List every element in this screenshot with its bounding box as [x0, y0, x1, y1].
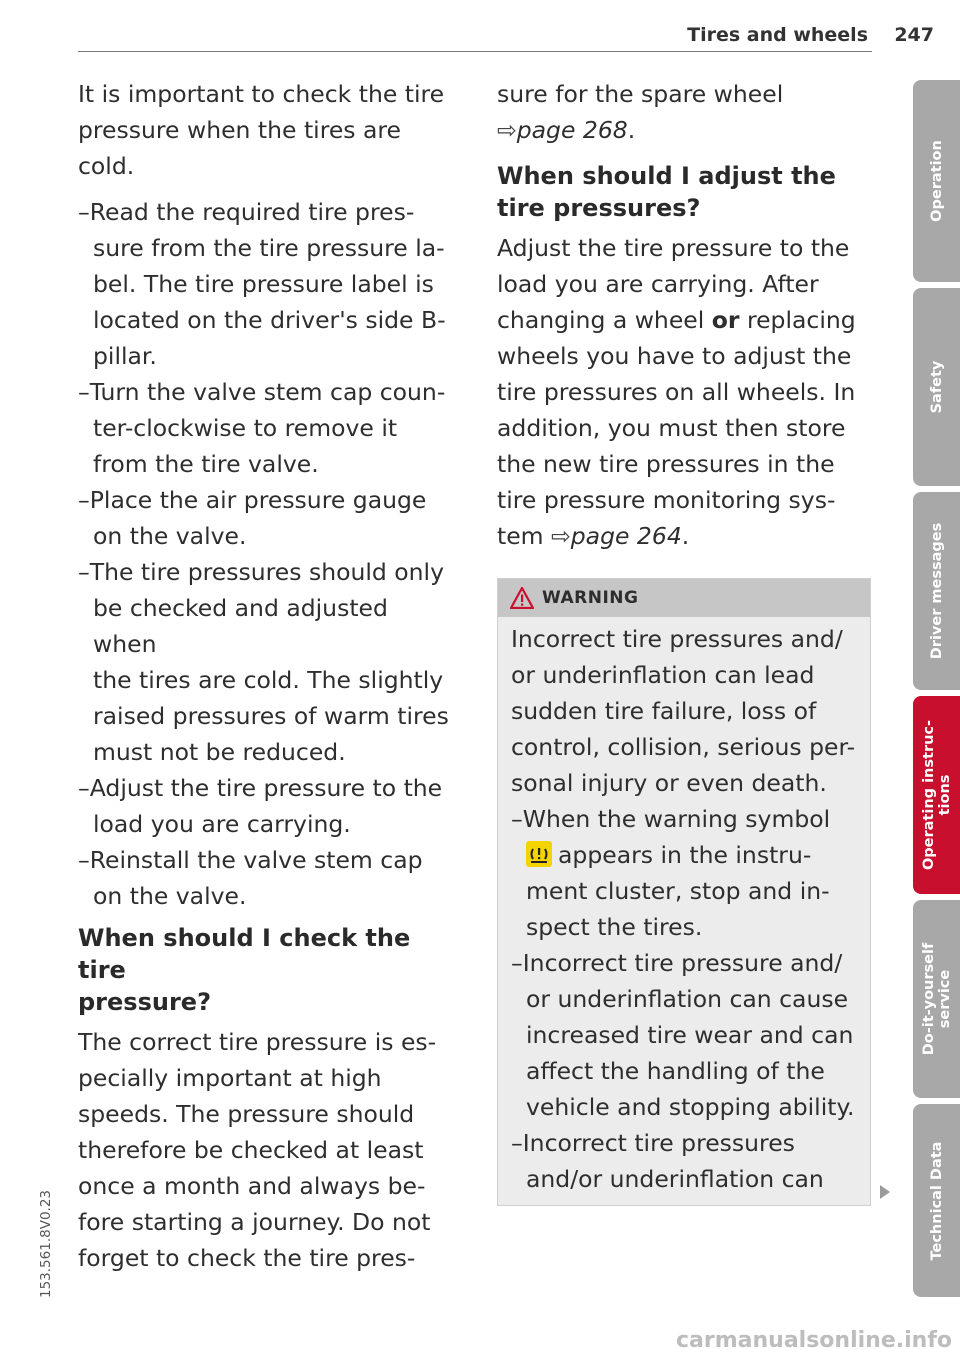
step-line: located on the driver's side B-	[93, 306, 446, 334]
step-check-cold	[78, 554, 458, 770]
warning-line: –When the warning symbol	[511, 805, 831, 833]
warning-header	[498, 579, 870, 617]
text-segment: replacing	[739, 306, 856, 334]
step-place-gauge	[78, 482, 458, 554]
spacer	[78, 184, 458, 194]
warning-line: and/or underinflation can	[526, 1165, 824, 1193]
warning-line: vehicle and stopping ability.	[526, 1093, 855, 1121]
warning-line: sonal injury or even death.	[511, 769, 827, 797]
step-line: raised pressures of warm tires	[93, 702, 449, 730]
step-line: –Place the air pressure gauge	[78, 486, 427, 514]
warning-line: sudden tire failure, loss of	[511, 697, 817, 725]
tab-operation[interactable]	[913, 80, 960, 282]
warning-label: WARNING	[542, 588, 639, 608]
tab-safety[interactable]	[913, 288, 960, 486]
step-line: –Reinstall the valve stem cap	[78, 846, 423, 874]
body-line: once a month and always be-	[78, 1172, 426, 1200]
warning-body	[498, 617, 870, 1205]
reference-arrow-icon: ⇨	[497, 116, 517, 144]
body-line: speeds. The pressure should	[78, 1100, 415, 1128]
body-line: pecially important at high	[78, 1064, 382, 1092]
step-line: be checked and adjusted when	[93, 594, 388, 658]
heading-check-pressure	[78, 922, 458, 1018]
step-line: on the valve.	[93, 882, 247, 910]
body-line: sure for the spare wheel	[497, 80, 784, 108]
emphasis-text: or	[711, 306, 740, 334]
warning-line: ment cluster, stop and in-	[526, 877, 830, 905]
intro-line: cold.	[78, 152, 135, 180]
body-line: fore starting a journey. Do not	[78, 1208, 431, 1236]
body-line	[497, 518, 871, 554]
warning-line: Incorrect tire pressures and/	[511, 625, 843, 653]
step-line: from the tire valve.	[93, 450, 319, 478]
body-line: Adjust the tire pressure to the	[497, 234, 850, 262]
step-line: –Read the required tire pres-	[78, 198, 415, 226]
tab-label-line: Operating instruc-	[920, 719, 937, 871]
document-code: 153.561.8V0.23	[38, 1190, 54, 1298]
step-line: ter-clockwise to remove it	[93, 414, 398, 442]
warning-triangle-icon	[510, 587, 534, 609]
tab-label: Operation	[928, 140, 945, 222]
section-title: Tires and wheels	[687, 24, 868, 46]
step-adjust-pressure	[78, 770, 458, 842]
warning-item-symbol	[511, 801, 858, 945]
heading-line: When should I adjust the	[497, 162, 836, 190]
tab-driver-messages[interactable]	[913, 492, 960, 690]
body-line: wheels you have to adjust the	[497, 342, 852, 370]
tab-label: Driver messages	[928, 522, 945, 660]
step-line: the tires are cold. The slightly	[93, 666, 444, 694]
body-line: tire pressures on all wheels. In	[497, 378, 856, 406]
step-line: on the valve.	[93, 522, 247, 550]
tab-label-line: Do-it-yourself	[920, 942, 937, 1056]
step-reinstall-cap	[78, 842, 458, 914]
warning-item-underinflation	[511, 1125, 858, 1197]
step-line: load you are carrying.	[93, 810, 351, 838]
body-line	[497, 302, 871, 338]
warning-line: or underinflation can lead	[511, 661, 815, 689]
warning-line: –Incorrect tire pressures	[511, 1129, 795, 1157]
body-line: addition, you must then store	[497, 414, 846, 442]
step-line: must not be reduced.	[93, 738, 346, 766]
tab-label	[921, 720, 953, 870]
warning-box	[497, 578, 871, 1206]
tab-operating-instructions[interactable]	[913, 696, 960, 894]
step-line: –Turn the valve stem cap coun-	[78, 378, 446, 406]
punctuation: .	[627, 116, 636, 144]
warning-item-tire-wear	[511, 945, 858, 1125]
text-segment: appears in the instru-	[558, 841, 812, 869]
body-line: load you are carrying. After	[497, 270, 819, 298]
right-column	[497, 76, 871, 554]
tab-label: Safety	[928, 360, 945, 414]
page-header	[0, 0, 960, 60]
tab-label-line: service	[936, 969, 953, 1029]
warning-line: affect the handling of the	[526, 1057, 825, 1085]
tire-pressure-symbol-icon	[526, 841, 552, 867]
heading-adjust-pressure	[497, 160, 871, 224]
header-rule	[78, 51, 872, 52]
tab-label	[921, 943, 953, 1056]
body-line: The correct tire pressure is es-	[78, 1028, 437, 1056]
watermark: carmanualsonline.info	[676, 1328, 952, 1353]
warning-line: control, collision, serious per-	[511, 733, 856, 761]
warning-line: –Incorrect tire pressure and/	[511, 949, 843, 977]
step-line: –The tire pressures should only	[78, 558, 444, 586]
tab-label: Technical Data	[928, 1141, 945, 1260]
tab-do-it-yourself-service[interactable]	[913, 900, 960, 1098]
body-line: the new tire pressures in the	[497, 450, 835, 478]
reference-link[interactable]: page 264	[570, 522, 682, 550]
intro-line: pressure when the tires are	[78, 116, 402, 144]
page-number: 247	[894, 24, 934, 46]
heading-line: When should I check the tire	[78, 924, 411, 984]
tab-label-line: tions	[936, 774, 953, 816]
step-read-pressure	[78, 194, 458, 374]
tab-technical-data[interactable]	[913, 1104, 960, 1297]
body-line: tire pressure monitoring sys-	[497, 486, 836, 514]
reference-arrow-icon: ⇨	[551, 522, 571, 550]
step-remove-cap	[78, 374, 458, 482]
warning-line	[511, 837, 858, 873]
continue-arrow-icon	[880, 1185, 890, 1199]
punctuation: .	[681, 522, 690, 550]
page-reference	[497, 112, 871, 148]
warning-line: increased tire wear and can	[526, 1021, 854, 1049]
step-line: pillar.	[93, 342, 157, 370]
warning-line: or underinflation can cause	[526, 985, 849, 1013]
reference-link[interactable]: page 268	[516, 116, 628, 144]
step-line: –Adjust the tire pressure to the	[78, 774, 443, 802]
text-segment: changing a wheel	[497, 306, 712, 334]
heading-line: pressure?	[78, 988, 211, 1016]
step-line: sure from the tire pressure la-	[93, 234, 445, 262]
step-line: bel. The tire pressure label is	[93, 270, 434, 298]
body-line: forget to check the tire pres-	[78, 1244, 416, 1272]
warning-line: spect the tires.	[526, 913, 703, 941]
body-line: therefore be checked at least	[78, 1136, 424, 1164]
left-column	[78, 76, 458, 1276]
heading-line: tire pressures?	[497, 194, 701, 222]
text-segment: tem	[497, 522, 552, 550]
intro-line: It is important to check the tire	[78, 80, 445, 108]
tire-pressure-warning-icon	[526, 841, 552, 867]
